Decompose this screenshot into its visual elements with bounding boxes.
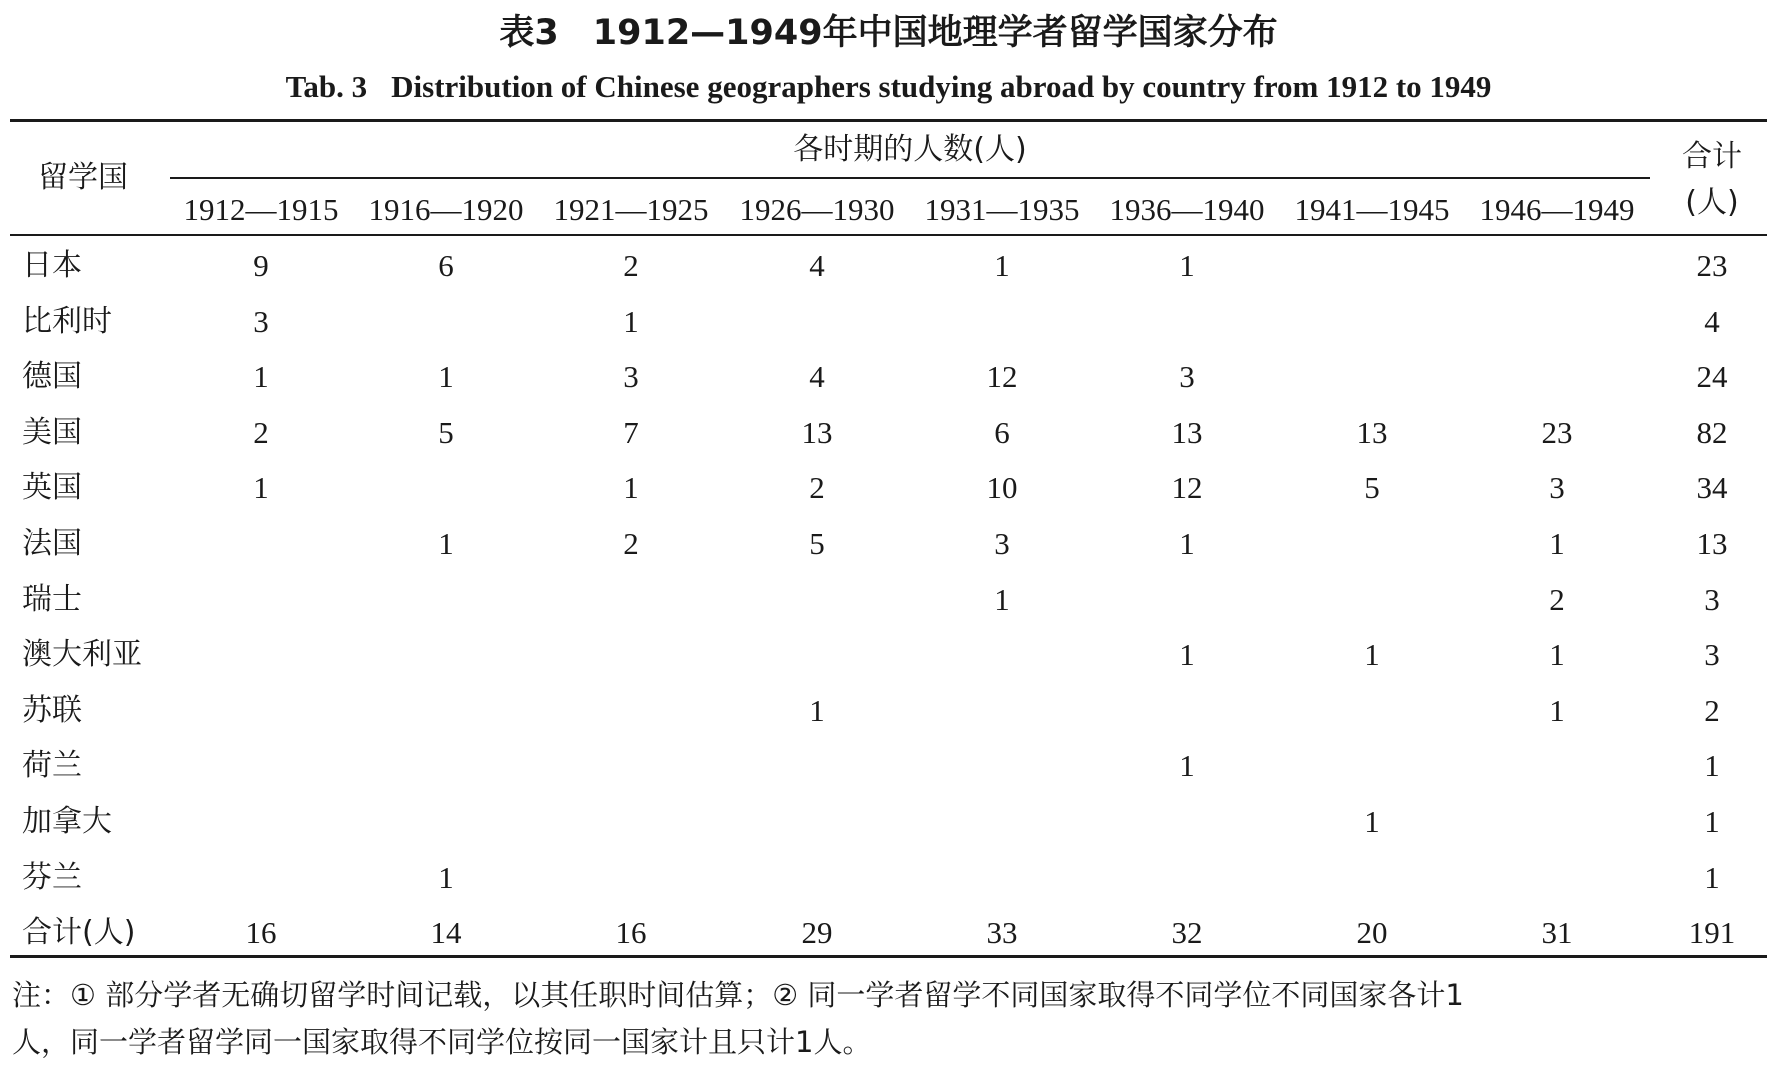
row-total-cell: 1 (1704, 859, 1720, 895)
sum-cell: 16 (615, 915, 647, 951)
country-name: 比利时 (22, 303, 112, 339)
period-header: 1912—1915 (183, 192, 339, 227)
country-name: 法国 (22, 526, 82, 561)
period-header: 1921—1925 (553, 192, 709, 227)
table-cell: 3 (623, 359, 639, 395)
period-group-underline (170, 177, 1650, 179)
table-cell: 13 (801, 414, 833, 450)
table-cell: 1 (1549, 526, 1565, 561)
table-title-cn: 1912—1949年中国地理学者留学国家分布 (592, 13, 1278, 53)
table-cell: 1 (1179, 637, 1195, 673)
period-header: 1916—1920 (368, 192, 524, 227)
row-total-cell: 82 (1696, 414, 1728, 450)
country-name: 芬兰 (22, 859, 82, 895)
row-total-cell: 24 (1696, 359, 1728, 395)
table-cell: 1 (438, 526, 454, 561)
table-cell: 2 (809, 470, 825, 506)
total-column-header-line2: (人) (1685, 185, 1739, 220)
table-cell: 3 (994, 526, 1010, 561)
table-cell: 1 (623, 303, 639, 339)
table-cell: 1 (1364, 637, 1380, 673)
table-cell: 3 (253, 303, 269, 339)
row-total-cell: 4 (1704, 303, 1720, 339)
table-cell: 1 (253, 470, 269, 506)
table-note-line2: 人，同一学者留学同一国家取得不同学位按同一国家计且只计1人。 (12, 1025, 872, 1059)
table-cell: 1 (1549, 692, 1565, 728)
table-cell: 3 (1179, 359, 1195, 395)
table-title-en: Distribution of Chinese geographers studying abroad by country from 1912 to 1949 (391, 69, 1492, 104)
table-cell: 4 (809, 248, 825, 283)
bottom-rule (10, 955, 1767, 958)
country-column-header: 留学国 (38, 160, 128, 195)
table-caption-en (0, 65, 1777, 109)
top-rule (10, 119, 1767, 122)
period-header: 1941—1945 (1294, 192, 1450, 227)
table-cell: 12 (986, 359, 1018, 395)
table-cell: 1 (994, 581, 1010, 617)
table-cell: 13 (1356, 414, 1388, 450)
table-cell: 1 (1364, 804, 1380, 839)
sum-cell: 16 (245, 915, 277, 951)
table-number-en: Tab. 3 (285, 69, 368, 104)
table-cell: 1 (1549, 637, 1565, 673)
table-number-cn: 表3 (499, 13, 559, 53)
period-header: 1946—1949 (1479, 192, 1635, 227)
table-cell: 6 (438, 248, 454, 283)
table-cell: 1 (1179, 526, 1195, 561)
table-cell: 2 (253, 414, 269, 450)
table-cell: 9 (253, 248, 269, 283)
table-cell: 5 (438, 414, 454, 450)
row-total-cell: 34 (1696, 470, 1728, 506)
row-total-cell: 1 (1704, 804, 1720, 839)
country-name: 澳大利亚 (22, 637, 142, 673)
row-total-cell: 2 (1704, 692, 1720, 728)
country-name: 英国 (22, 470, 82, 506)
period-header: 1931—1935 (924, 192, 1080, 227)
table-cell: 1 (438, 859, 454, 895)
table-cell: 7 (623, 414, 639, 450)
country-name: 美国 (22, 414, 82, 450)
table-cell: 5 (1364, 470, 1380, 506)
sum-cell: 32 (1171, 915, 1203, 951)
table-cell: 1 (1179, 748, 1195, 784)
sum-cell: 33 (986, 915, 1018, 951)
row-total-cell: 3 (1704, 581, 1720, 617)
sum-cell: 14 (430, 915, 462, 951)
table-cell: 1 (623, 470, 639, 506)
row-total-cell: 13 (1696, 526, 1728, 561)
table-cell: 4 (809, 359, 825, 395)
sum-cell: 20 (1356, 915, 1388, 951)
table-cell: 5 (809, 526, 825, 561)
country-name: 加拿大 (22, 804, 112, 839)
table-cell: 23 (1541, 414, 1573, 450)
sum-cell: 31 (1541, 915, 1573, 951)
table-cell: 1 (253, 359, 269, 395)
table-cell: 10 (986, 470, 1018, 506)
table-caption-cn (0, 8, 1777, 58)
country-name: 日本 (22, 248, 82, 283)
period-group-header: 各时期的人数(人) (793, 132, 1027, 167)
table-cell: 13 (1171, 414, 1203, 450)
table-cell: 1 (994, 248, 1010, 283)
country-name: 苏联 (22, 692, 82, 728)
total-column-header-line1: 合计 (1682, 139, 1742, 174)
country-name: 荷兰 (22, 748, 82, 784)
period-header: 1936—1940 (1109, 192, 1265, 227)
table-cell: 1 (438, 359, 454, 395)
sum-cell: 29 (801, 915, 833, 951)
sum-row-label: 合计(人) (22, 915, 136, 951)
country-name: 德国 (22, 359, 82, 395)
table-cell: 2 (1549, 581, 1565, 617)
grand-total-cell: 191 (1688, 915, 1736, 951)
table-cell: 2 (623, 248, 639, 283)
period-header: 1926—1930 (739, 192, 895, 227)
row-total-cell: 3 (1704, 637, 1720, 673)
table-cell: 1 (809, 692, 825, 728)
table-note-line1: 注：① 部分学者无确切留学时间记载，以其任职时间估算；② 同一学者留学不同国家取得不同学位不同国家各计1 (12, 978, 1464, 1012)
row-total-cell: 1 (1704, 748, 1720, 784)
table-cell: 1 (1179, 248, 1195, 283)
table-cell: 6 (994, 414, 1010, 450)
table-cell: 12 (1171, 470, 1203, 506)
country-name: 瑞士 (22, 581, 82, 617)
table-cell: 2 (623, 526, 639, 561)
table-cell: 3 (1549, 470, 1565, 506)
header-bottom-rule (10, 234, 1767, 236)
row-total-cell: 23 (1696, 248, 1728, 283)
